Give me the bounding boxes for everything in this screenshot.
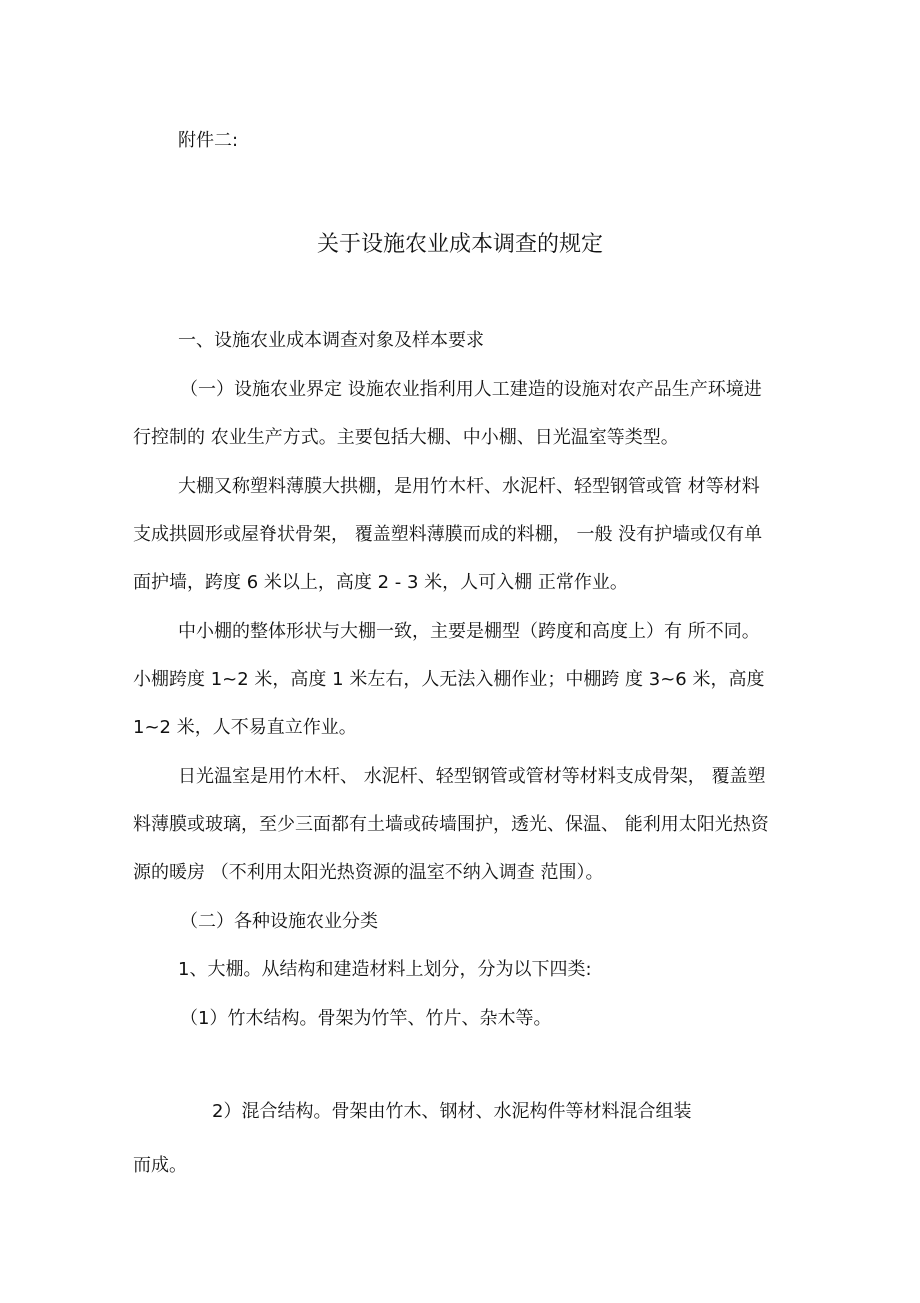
list-item-2-line-2: 而成。	[133, 1155, 187, 1176]
paragraph-2-line-3: 面护墙，跨度 6 米以上，高度 2 - 3 米，人可入棚 正常作业。	[133, 572, 628, 593]
section-heading-3: 1、大棚。从结构和建造材料上划分，分为以下四类:	[178, 959, 592, 980]
paragraph-2-line-1: 大棚又称塑料薄膜大拱棚，是用竹木杆、水泥杆、轻型钢管或管 材等材料	[178, 476, 760, 497]
paragraph-4-line-3: 源的暖房 （不利用太阳光热资源的温室不纳入调查 范围）。	[133, 862, 604, 883]
section-heading-2: （二）各种设施农业分类	[180, 911, 378, 932]
paragraph-3-line-2: 小棚跨度 1~2 米，高度 1 米左右，人无法入棚作业；中棚跨 度 3~6 米，高度	[133, 669, 765, 690]
section-heading-1: 一、设施农业成本调查对象及样本要求	[178, 330, 484, 351]
paragraph-1-line-1: （一）设施农业界定 设施农业指利用人工建造的设施对农产品生产环境进	[180, 379, 762, 400]
paragraph-4-line-1: 日光温室是用竹木杆、 水泥杆、轻型钢管或管材等材料支成骨架， 覆盖塑	[178, 766, 766, 787]
document-title: 关于设施农业成本调查的规定	[316, 232, 603, 257]
paragraph-4-line-2: 料薄膜或玻璃，至少三面都有土墙或砖墙围护，透光、保温、 能利用太阳光热资	[133, 814, 769, 835]
paragraph-3-line-3: 1~2 米，人不易直立作业。	[133, 717, 357, 738]
list-item-2-line-1: 2）混合结构。骨架由竹木、钢材、水泥构件等材料混合组装	[212, 1101, 692, 1122]
attachment-label: 附件二:	[178, 130, 239, 151]
paragraph-1-line-2: 行控制的 农业生产方式。主要包括大棚、中小棚、日光温室等类型。	[133, 427, 679, 448]
list-item-1: （1）竹木结构。骨架为竹竿、竹片、杂木等。	[180, 1008, 552, 1029]
paragraph-3-line-1: 中小棚的整体形状与大棚一致，主要是棚型（跨度和高度上）有 所不同。	[178, 621, 760, 642]
paragraph-2-line-2: 支成拱圆形或屋脊状骨架， 覆盖塑料薄膜而成的料棚， 一般 没有护墙或仅有单	[133, 524, 763, 545]
